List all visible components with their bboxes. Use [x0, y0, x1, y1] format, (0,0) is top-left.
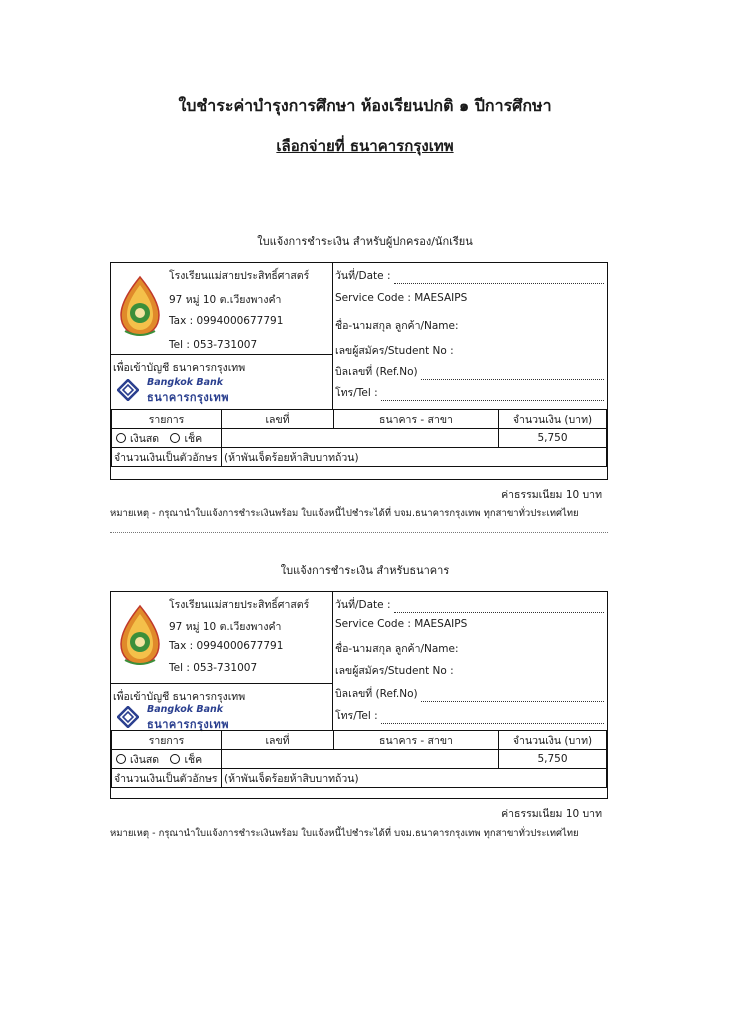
bank-name-en: Bangkok Bank	[147, 704, 224, 715]
payment-table	[111, 730, 606, 788]
account-info	[111, 355, 333, 409]
table-row	[112, 750, 607, 769]
slip-heading-parent: ใบแจ้งการชำระเงิน สำหรับผู้ปกครอง/นักเรียน	[257, 235, 473, 248]
bank-emblem-icon	[117, 379, 139, 401]
date-field[interactable]	[335, 596, 604, 613]
table-row	[112, 448, 607, 467]
school-logo-icon	[117, 275, 163, 337]
date-label: วันที่/Date :	[335, 270, 391, 282]
col-header-bank-branch: ธนาคาร - สาขา	[334, 410, 499, 429]
table-header-row	[112, 410, 607, 429]
school-name: โรงเรียนแม่สายประสิทธิ์ศาสตร์	[169, 599, 310, 611]
col-header-amount: จำนวนเงิน (บาท)	[499, 410, 607, 429]
col-header-item: รายการ	[112, 731, 222, 750]
tel-field[interactable]	[335, 707, 604, 724]
student-no-field[interactable]	[335, 342, 604, 359]
school-address: 97 หมู่ 10 ต.เวียงพางคำ	[169, 294, 282, 306]
date-label: วันที่/Date :	[335, 599, 391, 611]
note-text: หมายเหตุ - กรุณานำใบแจ้งการชำระเงินพร้อม ใบแจ้งหนี้ไปชำระได้ที่ บจม.ธนาคารกรุงเทพ ทุกสาขาทั่วประเทศไทย	[110, 508, 579, 519]
cut-line	[110, 532, 608, 533]
student-no-label: เลขผู้สมัคร/Student No :	[335, 345, 454, 357]
ref-no-label: บิลเลขที่ (Ref.No)	[335, 688, 418, 700]
account-label: เพื่อเข้าบัญชี ธนาคารกรุงเทพ	[113, 362, 246, 374]
payment-slip-parent	[110, 262, 608, 480]
service-code: Service Code : MAESAIPS	[335, 292, 468, 304]
student-no-field[interactable]	[335, 662, 604, 679]
bank-name-en: Bangkok Bank	[147, 377, 224, 388]
table-row	[112, 769, 607, 788]
fee-text: ค่าธรรมเนียม 10 บาท	[501, 808, 602, 820]
bank-emblem-icon	[117, 706, 139, 728]
number-bank-cell[interactable]	[222, 750, 499, 769]
page-title: ใบชำระค่าบำรุงการศึกษา ห้องเรียนปกติ ๑ ปีการศึกษา	[178, 96, 552, 115]
payment-slip-bank	[110, 591, 608, 799]
school-info	[111, 263, 333, 355]
school-tel: Tel : 053-731007	[169, 662, 258, 674]
slip-heading-bank: ใบแจ้งการชำระเงิน สำหรับธนาคาร	[280, 564, 450, 577]
table-row	[112, 429, 607, 448]
service-code-field	[335, 292, 604, 304]
name-label: ชื่อ-นามสกุล ลูกค้า/Name:	[335, 320, 459, 332]
ref-no-field[interactable]	[335, 363, 604, 380]
student-no-label: เลขผู้สมัคร/Student No :	[335, 665, 454, 677]
payer-fields	[333, 263, 606, 409]
cheque-label: เช็ค	[184, 432, 203, 445]
name-field[interactable]	[335, 640, 604, 657]
school-info	[111, 592, 333, 684]
bank-name-th: ธนาคารกรุงเทพ	[147, 391, 230, 404]
amount-value: 5,750	[499, 750, 607, 769]
payment-method-cell	[112, 429, 222, 448]
ref-no-label: บิลเลขที่ (Ref.No)	[335, 366, 418, 378]
school-name: โรงเรียนแม่สายประสิทธิ์ศาสตร์	[169, 270, 310, 282]
tel-field[interactable]	[335, 384, 604, 401]
service-code-field	[335, 618, 604, 630]
amount-words-value: (ห้าพันเจ็ดร้อยห้าสิบบาทถ้วน)	[222, 448, 607, 467]
name-label: ชื่อ-นามสกุล ลูกค้า/Name:	[335, 643, 459, 655]
date-field[interactable]	[335, 267, 604, 284]
tel-label: โทร/Tel :	[335, 387, 378, 399]
amount-words-label: จำนวนเงินเป็นตัวอักษร	[112, 769, 222, 788]
account-label: เพื่อเข้าบัญชี ธนาคารกรุงเทพ	[113, 691, 246, 703]
school-tax: Tax : 0994000677791	[169, 315, 284, 327]
cash-label: เงินสด	[130, 753, 160, 766]
ref-no-field[interactable]	[335, 685, 604, 702]
amount-words-label: จำนวนเงินเป็นตัวอักษร	[112, 448, 222, 467]
note-text: หมายเหตุ - กรุณานำใบแจ้งการชำระเงินพร้อม ใบแจ้งหนี้ไปชำระได้ที่ บจม.ธนาคารกรุงเทพ ทุกสาขาทั่วประเทศไทย	[110, 828, 579, 839]
bank-name-th: ธนาคารกรุงเทพ	[147, 718, 230, 731]
payment-method-cell	[112, 750, 222, 769]
cash-radio[interactable]	[116, 433, 126, 443]
bangkok-bank-logo	[115, 704, 275, 732]
table-header-row	[112, 731, 607, 750]
school-tel: Tel : 053-731007	[169, 339, 258, 351]
account-info	[111, 684, 333, 730]
fee-text: ค่าธรรมเนียม 10 บาท	[501, 489, 602, 501]
col-header-number: เลขที่	[222, 731, 334, 750]
amount-words-value: (ห้าพันเจ็ดร้อยห้าสิบบาทถ้วน)	[222, 769, 607, 788]
col-header-amount: จำนวนเงิน (บาท)	[499, 731, 607, 750]
cheque-radio[interactable]	[170, 433, 180, 443]
school-logo-icon	[117, 604, 163, 666]
service-code: Service Code : MAESAIPS	[335, 618, 468, 630]
payment-table	[111, 409, 606, 467]
col-header-item: รายการ	[112, 410, 222, 429]
payer-fields	[333, 592, 606, 730]
amount-value: 5,750	[499, 429, 607, 448]
school-tax: Tax : 0994000677791	[169, 640, 284, 652]
bangkok-bank-logo	[115, 377, 275, 405]
page-subtitle	[0, 134, 730, 158]
col-header-bank-branch: ธนาคาร - สาขา	[334, 731, 499, 750]
col-header-number: เลขที่	[222, 410, 334, 429]
cheque-label: เช็ค	[184, 753, 203, 766]
cheque-radio[interactable]	[170, 754, 180, 764]
payment-location: เลือกจ่ายที่ ธนาคารกรุงเทพ	[276, 137, 454, 155]
name-field[interactable]	[335, 317, 604, 334]
cash-radio[interactable]	[116, 754, 126, 764]
cash-label: เงินสด	[130, 432, 160, 445]
school-address: 97 หมู่ 10 ต.เวียงพางคำ	[169, 621, 282, 633]
tel-label: โทร/Tel :	[335, 710, 378, 722]
number-bank-cell[interactable]	[222, 429, 499, 448]
